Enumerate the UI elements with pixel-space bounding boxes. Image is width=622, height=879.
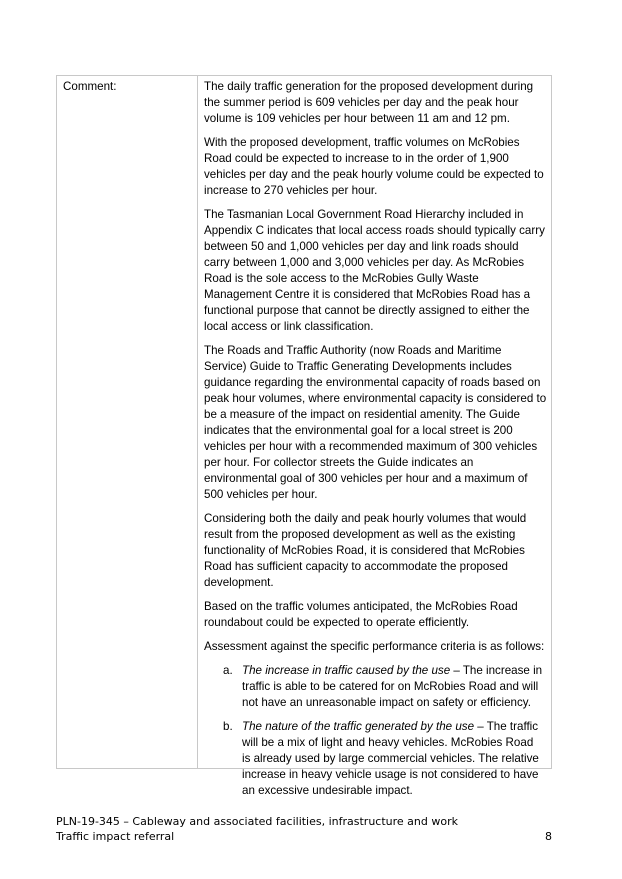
list-item-lead: The increase in traffic caused by the use [242,664,451,677]
paragraph-roundabout: Based on the traffic volumes anticipated, the McRobies Road roundabout could be expected to operate efficiently. [204,600,518,629]
paragraph-daily-traffic: The daily traffic generation for the proposed development during the summer period is 609 vehicles per day and the peak hour volume is 109 vehicles per hour between 11 am and 12 pm. [204,80,534,125]
paragraph-volume-increase: With the proposed development, traffic volumes on McRobies Road could be expected to increase to in the order of 1,900 vehicles per day and the peak hourly volume could be expected to increase to 270 vehicles per hour. [204,136,544,197]
page-footer [56,814,552,844]
list-letter: a. [223,664,233,677]
comment-content [198,76,551,797]
paragraph-rta-guide: The Roads and Traffic Authority (now Roads and Maritime Service) Guide to Traffic Generating Developments includes guidance regarding the environmental capacity of roads based on peak hour volumes, where environmental capacity is considered to be a measure of the impact on residential amenity. The Guide indicates that the environmental goal for a local street is 200 vehicles per hour with a recommended maximum of 300 vehicles per hour. For collector streets the Guide indicates an environmental goal of 300 vehicles per hour and a maximum of 500 vehicles per hour. [204,344,547,501]
footer-subtitle: Traffic impact referral [56,830,175,843]
list-item-a [204,663,547,711]
page-number: 8 [545,830,552,843]
footer-row [56,829,552,844]
list-letter: b. [223,720,233,733]
list-item-lead: The nature of the traffic generated by the use [242,720,475,733]
paragraph-assessment-intro: Assessment against the specific performance criteria is as follows: [204,640,545,653]
footer-document-title: PLN-19-345 – Cableway and associated facilities, infrastructure and work [56,815,458,828]
comment-table [56,75,552,797]
list-item-body: – The increase in traffic is able to be catered for on McRobies Road and will not have an unreasonable impact on safety or efficiency. [242,664,543,709]
paragraph-road-hierarchy: The Tasmanian Local Government Road Hierarchy included in Appendix C indicates that local access roads should typically carry between 50 and 1,000 vehicles per day and link roads should carry between 1,000 and 3,000 vehicles per day. As McRobies Road is the sole access to the McRobies Gully Waste Management Centre it is considered that McRobies Road has a functional purpose that cannot be directly assigned to either the local access or link classification. [204,208,545,333]
list-item-body: – The traffic will be a mix of light and heavy vehicles. McRobies Road is already used by large commercial vehicles. The relative increase in heavy vehicle usage is not considered to have an excessive undesirable impact. [242,720,539,797]
comment-label: Comment: [57,76,198,768]
list-item-text [242,663,547,711]
list-item-b [204,719,547,799]
list-item-text [242,719,547,799]
paragraph-capacity: Considering both the daily and peak hourly volumes that would result from the proposed development as well as the existing functionality of McRobies Road, it is considered that McRobies Road has sufficient capacity to accommodate the proposed development. [204,512,527,589]
